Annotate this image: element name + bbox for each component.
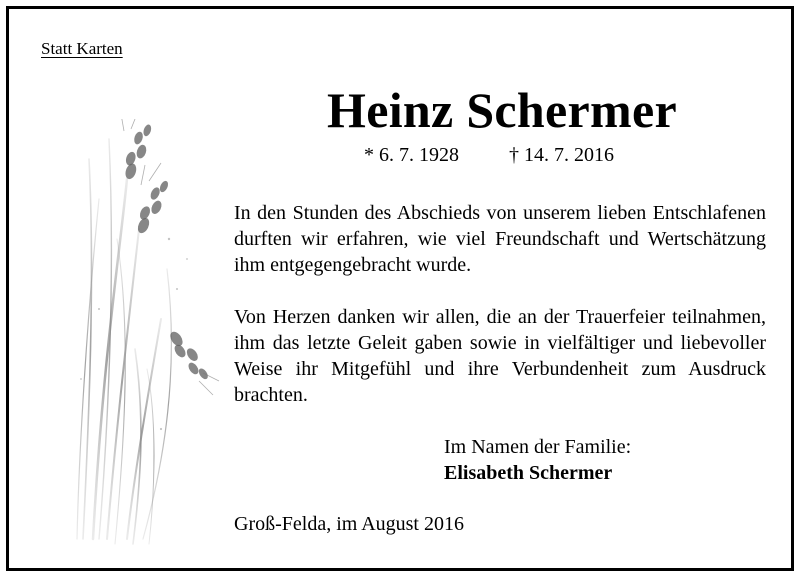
wheat-illustration	[69, 119, 239, 549]
birth-date: * 6. 7. 1928	[364, 144, 459, 166]
place-date: Groß-Felda, im August 2016	[234, 513, 464, 535]
death-date: † 14. 7. 2016	[509, 144, 614, 166]
notice-frame	[6, 6, 794, 571]
header-note: Statt Karten	[41, 39, 123, 58]
thanks-paragraph-1: In den Stunden des Abschieds von unserem lieben Entschlafenen durften wir erfahren, wie viel Freundschaft und Wertschätzung ihm entgegengebracht wurde.	[234, 202, 766, 276]
deceased-name: Heinz Schermer	[327, 82, 677, 138]
signature-name: Elisabeth Schermer	[444, 462, 613, 484]
thanks-paragraph-2: Von Herzen danken wir allen, die an der Trauerfeier teilnahmen, ihm das letzte Geleit gaben sowie in vielfältiger und liebevoller Weise ihr Mitgefühl und ihre Verbundenheit zum Ausdruck brachten.	[234, 306, 766, 406]
signature-block	[444, 434, 631, 486]
life-dates	[364, 144, 614, 167]
signature-intro: Im Namen der Familie:	[444, 436, 632, 458]
